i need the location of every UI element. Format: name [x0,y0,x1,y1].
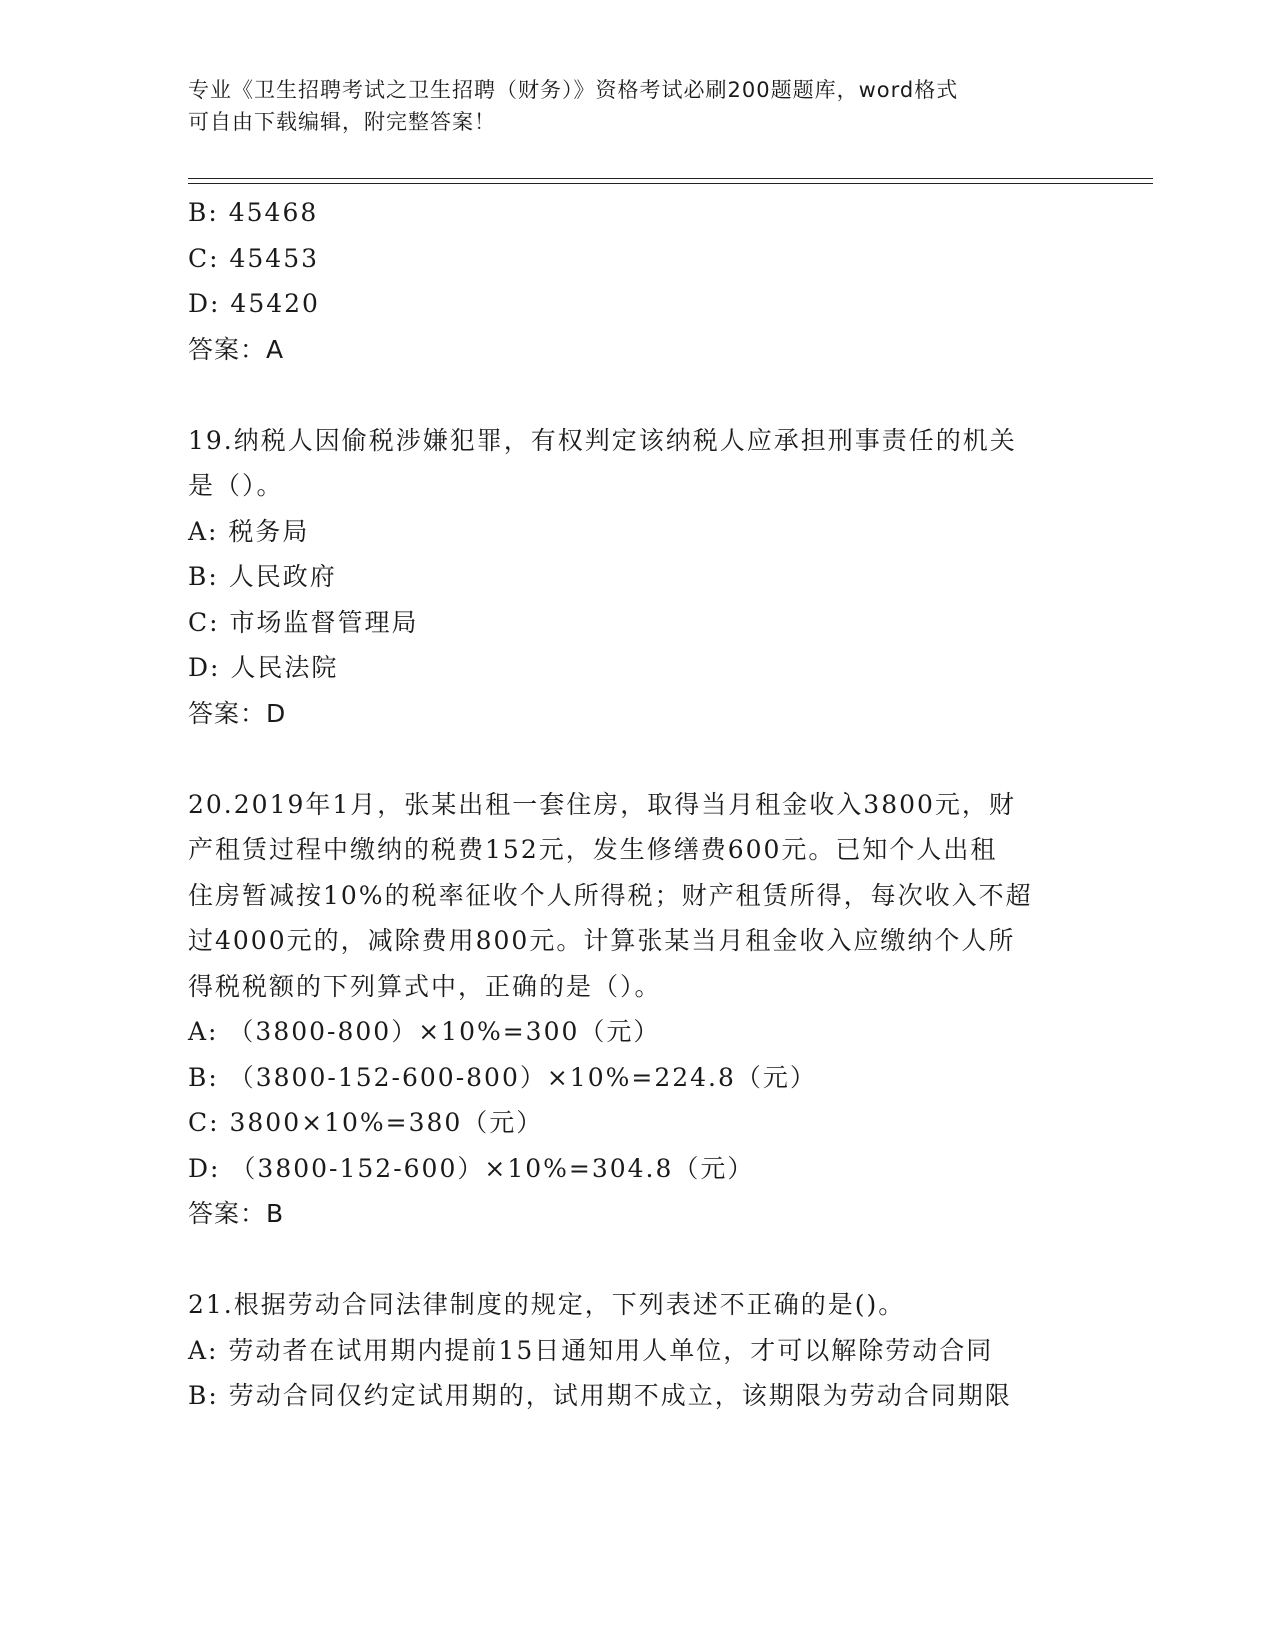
answer-line: 答案：A [188,334,285,364]
spacer [188,736,1088,782]
option-d: D: 人民法院 [188,653,339,682]
option-b: B: 人民政府 [188,562,337,591]
header-line-1: 专业《卫生招聘考试之卫生招聘（财务）》资格考试必刷200题题库，word格式 [188,78,959,102]
question-text: 21.根据劳动合同法律制度的规定，下列表述不正确的是()。 [188,1290,906,1319]
option-a: A: 劳动者在试用期内提前15日通知用人单位，才可以解除劳动合同 [188,1335,994,1365]
header-rule-top [188,178,1153,179]
question-21-block [188,1282,1088,1419]
question-text: 是（）。 [188,471,284,500]
option-c: C: 市场监督管理局 [188,607,419,637]
spacer [188,372,1088,418]
header-line-2: 可自由下载编辑，附完整答案！ [188,110,496,134]
answer-line: 答案：B [188,1199,285,1228]
question-19-block [188,418,1088,737]
option-c: C: 45453 [188,243,320,273]
header-rule-bottom [188,183,1153,184]
question-text: 20.2019年1月，张某出租一套住房，取得当月租金收入3800元，财 [188,789,1016,819]
option-b: B: 45468 [188,198,319,227]
answer-line: 答案：D [188,698,287,728]
spacer [188,1237,1088,1283]
document-body [188,190,1088,1419]
question-text: 19.纳税人因偷税涉嫌犯罪，有权判定该纳税人应承担刑事责任的机关 [188,425,1017,455]
option-d: D: （3800-152-600）×10%=304.8（元） [188,1153,755,1183]
document-header [188,74,1068,138]
question-text: 过4000元的，减除费用800元。计算张某当月租金收入应缴纳个人所 [188,926,1016,955]
option-a: A: 税务局 [188,516,310,546]
question-20-block [188,782,1088,1237]
question-text: 住房暂减按10%的税率征收个人所得税；财产租赁所得，每次收入不超 [188,880,1033,910]
option-b: B: 劳动合同仅约定试用期的，试用期不成立，该期限为劳动合同期限 [188,1381,1012,1410]
option-d: D: 45420 [188,289,320,318]
option-a: A: （3800-800）×10%=300（元） [188,1017,661,1046]
question-text: 得税税额的下列算式中，正确的是（）。 [188,971,662,1001]
option-c: C: 3800×10%=380（元） [188,1108,544,1137]
option-b: B: （3800-152-600-800）×10%=224.8（元） [188,1062,817,1092]
question-text: 产租赁过程中缴纳的税费152元，发生修缮费600元。已知个人出租 [188,835,998,864]
question-18-block [188,190,1088,372]
